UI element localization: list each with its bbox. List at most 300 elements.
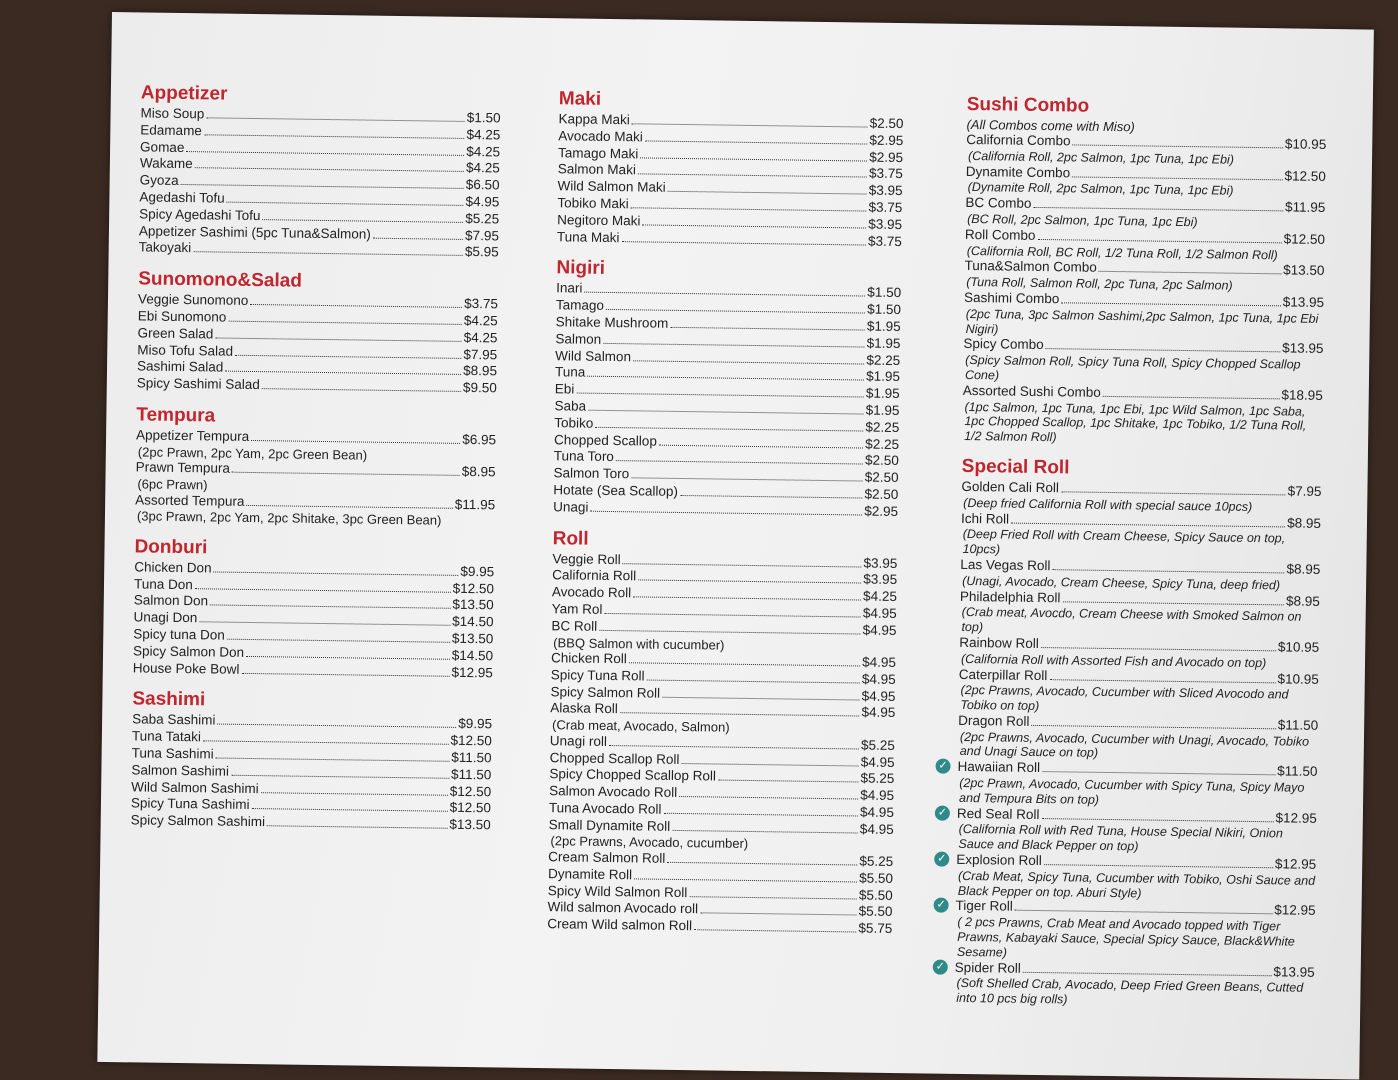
item-name: Chicken Roll [550, 650, 627, 667]
dot-leader [609, 745, 859, 749]
section-note: (All Combos come with Miso) [966, 116, 1135, 135]
item-description: ( 2 pcs Prawns, Crab Meat and Avocado topped with Tiger Prawns, Kabayaki Sauce, Special Spicy Sauce, Black&White Sesame) [956, 915, 1295, 960]
menu-section [547, 528, 898, 938]
dot-leader [647, 679, 860, 683]
item-name: Sashimi Salad [136, 358, 224, 375]
dot-leader [638, 580, 861, 584]
dot-leader [576, 393, 864, 398]
dot-leader [662, 696, 860, 700]
dot-leader [232, 472, 460, 476]
item-name: Tuna Maki [556, 228, 620, 245]
dot-leader [599, 630, 860, 635]
item-name: Spicy Tuna Sashimi [130, 795, 250, 813]
item-price: $5.50 [858, 903, 893, 920]
item-name: Tuna Sashimi [131, 745, 214, 762]
item-name: Veggie Roll [552, 550, 621, 567]
dot-leader [1073, 144, 1283, 148]
item-name: Roll Combo [964, 226, 1036, 243]
item-price: $5.50 [858, 887, 893, 903]
item-price: $5.95 [464, 244, 499, 260]
item-price: $12.50 [449, 783, 492, 799]
item-name: BC Roll [551, 617, 598, 634]
item-price: $9.95 [460, 563, 495, 580]
item-price: $13.50 [449, 816, 491, 833]
item-name: Tamago [555, 297, 605, 314]
dot-leader [631, 477, 863, 481]
dot-leader [642, 224, 866, 228]
section-title: Sashimi [132, 688, 206, 711]
item-price: $4.25 [863, 588, 898, 605]
dot-leader [590, 510, 862, 515]
dot-leader [623, 563, 862, 567]
item-description: (2pc Prawn, 2pc Yam, 2pc Green Bean) [137, 444, 368, 463]
item-price: $12.95 [451, 664, 493, 681]
item-name: Dragon Roll [958, 712, 1030, 729]
item-price: $12.50 [1284, 167, 1326, 184]
item-price: $10.95 [1284, 136, 1327, 152]
dot-leader [718, 780, 859, 783]
item-name: Unagi roll [549, 732, 608, 749]
item-name: Ebi Sunomono [137, 308, 227, 325]
menu-section [557, 88, 904, 250]
item-name: Salmon Maki [557, 161, 636, 178]
checkmark-icon: ✓ [935, 759, 950, 774]
dot-leader [634, 878, 857, 882]
dot-leader [186, 151, 464, 156]
dot-leader [1099, 271, 1281, 275]
item-name: Spicy Wild Salmon Roll [547, 882, 688, 900]
item-price: $12.95 [1274, 902, 1316, 919]
menu-item [557, 229, 902, 251]
item-price: $12.50 [449, 800, 492, 816]
item-name: Wild Salmon Sashimi [131, 778, 259, 796]
dot-leader [213, 571, 458, 575]
item-price: $4.25 [463, 329, 498, 346]
item-price: $7.95 [465, 227, 500, 244]
dot-leader [631, 207, 867, 211]
item-description: (California Roll, BC Roll, 1/2 Tuna Roll, 1/2 Salmon Roll) [966, 243, 1278, 262]
checkmark-icon: ✓ [934, 852, 949, 867]
dot-leader [620, 713, 860, 717]
dot-leader [203, 741, 449, 745]
item-price: $4.95 [465, 193, 500, 210]
item-name: Salmon Avocado Roll [549, 783, 678, 801]
item-price: $8.95 [461, 464, 496, 480]
item-name: Spicy tuna Don [133, 626, 225, 643]
item-name: Chopped Scallop Roll [549, 749, 680, 767]
item-name: Hawaiian Roll [957, 759, 1041, 776]
item-price: $4.95 [859, 821, 894, 837]
item-price: $7.95 [1287, 483, 1322, 499]
item-price: $10.95 [1277, 639, 1320, 655]
item-description: (Soft Shelled Crab, Avocado, Deep Fried Green Beans, Cutted into 10 pcs big rolls) [956, 976, 1304, 1007]
item-description: (California Roll with Assorted Fish and Avocado on top) [960, 651, 1267, 670]
item-price: $2.50 [869, 115, 904, 132]
dot-leader [632, 123, 868, 127]
dot-leader [672, 830, 858, 834]
dot-leader [621, 241, 866, 245]
item-price: $12.50 [1283, 231, 1326, 247]
item-price: $8.95 [1287, 514, 1322, 531]
dot-leader [606, 309, 865, 314]
dot-leader [603, 343, 864, 348]
dot-leader [1033, 207, 1283, 211]
item-price: $4.95 [862, 654, 897, 671]
dot-leader [587, 376, 864, 381]
item-price: $12.50 [450, 733, 492, 749]
item-name: Philadelphia Roll [959, 588, 1061, 605]
item-price: $1.95 [866, 368, 901, 385]
item-description: (BC Roll, 2pc Salmon, 1pc Tuna, 1pc Ebi) [967, 211, 1198, 230]
item-name: Wild Salmon Maki [557, 178, 666, 195]
item-description: (BBQ Salmon with cucumber) [553, 634, 725, 653]
item-name: Salmon Toro [553, 465, 630, 482]
item-price: $12.50 [452, 580, 495, 597]
item-price: $4.25 [466, 143, 501, 160]
item-price: $10.95 [1277, 670, 1319, 687]
item-name: House Poke Bowl [132, 659, 240, 677]
item-description: (Unagi, Avocado, Cream Cheese, Spicy Tuna, deep fried) [962, 573, 1281, 593]
section-title: Appetizer [140, 82, 228, 105]
dot-leader [1042, 771, 1275, 775]
dot-leader [227, 202, 464, 206]
dot-leader [681, 763, 858, 766]
item-name: Wakame [139, 155, 193, 172]
item-price: $5.25 [465, 210, 500, 227]
dot-leader [1072, 176, 1282, 180]
dot-leader [235, 354, 461, 358]
item-price: $14.50 [451, 647, 494, 664]
item-name: Salmon [555, 330, 602, 347]
item-price: $8.95 [1286, 561, 1321, 577]
dot-leader [215, 337, 461, 341]
item-name: California Roll [552, 567, 637, 584]
item-price: $5.25 [860, 737, 895, 753]
dot-leader [1049, 679, 1275, 683]
item-name: Yam Rol [551, 601, 603, 617]
item-price: $2.50 [864, 452, 899, 469]
dot-leader [638, 174, 867, 178]
item-name: Las Vegas Roll [960, 556, 1051, 574]
item-name: Red Seal Roll [956, 805, 1040, 822]
section-title: Sunomono&Salad [138, 268, 303, 292]
item-name: Dynamite Roll [547, 865, 633, 883]
dot-leader [251, 808, 447, 812]
item-name: Golden Cali Roll [961, 478, 1060, 496]
item-price: $3.95 [868, 216, 903, 232]
dot-leader [700, 913, 857, 916]
item-name: Spicy Combo [963, 336, 1044, 353]
item-price: $9.50 [462, 380, 497, 396]
item-name: Saba [554, 398, 587, 414]
item-name: Green Salad [137, 325, 214, 342]
item-description: (2pc Tuna, 3pc Salmon Sashimi,2pc Salmon, 1pc Tuna, 1pc Ebi Nigiri) [965, 306, 1319, 336]
menu-section [935, 455, 1322, 1011]
item-price: $3.95 [863, 555, 898, 571]
item-price: $4.95 [861, 671, 896, 687]
dot-leader [694, 929, 856, 932]
item-price: $11.50 [451, 749, 492, 766]
menu-item [553, 499, 898, 521]
dot-leader [616, 460, 863, 464]
item-name: California Combo [966, 131, 1071, 149]
item-price: $4.25 [463, 312, 498, 329]
dot-leader [1031, 725, 1275, 729]
item-name: Avocado Roll [551, 584, 632, 601]
item-price: $3.75 [867, 233, 902, 249]
item-price: $13.95 [1273, 963, 1315, 980]
dot-leader [216, 758, 450, 762]
item-name: Edamame [140, 122, 202, 139]
dot-leader [1037, 239, 1281, 243]
dot-leader [633, 596, 861, 600]
item-name: Spicy Tuna Roll [550, 667, 645, 684]
item-name: Dynamite Combo [965, 163, 1071, 180]
item-name: Chicken Don [134, 559, 212, 576]
dot-leader [1015, 910, 1272, 915]
menu-section [962, 94, 1327, 449]
item-name: Cream Wild salmon Roll [547, 916, 693, 934]
item-name: Tamago Maki [557, 144, 639, 161]
dot-leader [250, 304, 462, 308]
item-price: $4.25 [465, 160, 500, 176]
item-name: Agedashi Tofu [139, 189, 225, 206]
item-description: (6pc Prawn) [137, 476, 208, 493]
section-title: Nigiri [556, 257, 606, 280]
item-price: $13.95 [1282, 294, 1325, 310]
item-name: Tuna Toro [553, 448, 614, 465]
item-price: $1.95 [866, 318, 901, 335]
dot-leader [1052, 569, 1284, 573]
dot-leader [193, 252, 463, 257]
section-title: Sushi Combo [966, 93, 1090, 117]
item-price: $3.75 [868, 199, 903, 216]
dot-leader [251, 440, 460, 444]
item-name: Small Dynamite Roll [548, 816, 671, 834]
item-name: Takoyaki [138, 239, 192, 256]
item-name: Tobiko Maki [557, 195, 629, 212]
menu-column-2 [547, 88, 904, 950]
item-price: $4.95 [861, 704, 896, 721]
section-title: Roll [552, 527, 589, 550]
item-description: (1pc Salmon, 1pc Tuna, 1pc Ebi, 1pc Wild Salmon, 1pc Saba, 1pc Chopped Scallop, 1pc Shitake, 1pc Tobiko, 1/2 Tuna Roll, 1/2 Salmon Roll) [964, 399, 1307, 445]
item-description: (California Roll, 2pc Salmon, 1pc Tuna, 1pc Ebi) [967, 148, 1235, 167]
item-price: $7.95 [463, 346, 498, 362]
menu-item [137, 376, 497, 398]
item-price: $11.95 [1284, 199, 1326, 216]
item-name: Tuna Don [133, 576, 193, 592]
dot-leader [217, 724, 456, 728]
dot-leader [689, 896, 857, 899]
item-name: Tobiko [554, 414, 594, 431]
dot-leader [1023, 971, 1272, 975]
item-description: (Deep Fried Roll with Cream Cheese, Spicy Sauce on top, 10pcs) [962, 527, 1286, 557]
item-name: Tuna&Salmon Combo [964, 258, 1097, 276]
item-name: Appetizer Sashimi (5pc Tuna&Salmon) [138, 222, 371, 242]
dot-leader [663, 813, 858, 817]
item-name: Tuna Avocado Roll [548, 800, 662, 817]
item-price: $11.50 [450, 766, 492, 783]
dot-leader [670, 327, 865, 331]
dot-leader [584, 292, 865, 297]
item-name: Ebi [554, 381, 575, 397]
item-price: $2.50 [864, 486, 899, 502]
item-description: (Crab Meat, Spicy Tuna, Cucumber with Tobiko, Oshi Sauce and Black Pepper on top. Aburi Style) [957, 868, 1316, 901]
item-name: Shitake Mushroom [555, 314, 669, 331]
item-name: Rainbow Roll [959, 634, 1039, 651]
dot-leader [262, 219, 463, 223]
dot-leader [241, 672, 449, 676]
menu-section [133, 536, 495, 682]
item-price: $5.25 [859, 853, 894, 869]
item-name: Sashimi Combo [963, 289, 1060, 307]
dot-leader [680, 495, 863, 499]
dot-leader [204, 134, 465, 139]
item-price: $3.75 [868, 165, 903, 182]
dot-leader [227, 639, 450, 643]
item-price: $4.25 [466, 126, 501, 143]
dot-leader [181, 184, 464, 189]
item-description: (Crab meat, Avocado, Salmon) [551, 717, 730, 735]
item-name: Negitoro Maki [557, 212, 641, 229]
item-price: $4.95 [860, 754, 895, 770]
item-name: Miso Soup [140, 105, 205, 122]
item-price: $4.95 [860, 804, 895, 820]
item-name: Spicy Salmon Sashimi [130, 812, 266, 830]
item-price: $3.75 [464, 296, 499, 312]
item-price: $12.95 [1275, 809, 1317, 826]
item-name: Wild salmon Avocado roll [547, 899, 699, 917]
dot-leader [206, 117, 464, 122]
dot-leader [1041, 818, 1273, 822]
item-name: Unagi [553, 498, 589, 515]
item-price: $2.95 [869, 149, 904, 165]
item-name: Appetizer Tempura [135, 427, 250, 444]
item-description: (2pc Prawns, Avocado, cucumber) [550, 833, 749, 852]
dot-leader [195, 588, 451, 593]
item-price: $12.95 [1274, 856, 1317, 872]
item-price: $2.25 [866, 352, 901, 368]
item-description: (Tuna Roll, Salmon Roll, 2pc Tuna, 2pc Salmon) [966, 275, 1233, 293]
item-name: Veggie Sunomono [137, 291, 249, 309]
item-price: $4.95 [860, 787, 895, 804]
item-description: (Crab meat, Avocdo, Cream Cheese with Smoked Salmon on top) [961, 605, 1302, 635]
dot-leader [1011, 522, 1285, 527]
item-name: Salmon Sashimi [131, 762, 230, 779]
dot-leader [246, 656, 450, 660]
item-name: Tiger Roll [955, 898, 1013, 915]
item-description: (2pc Prawns, Avocado, Cucumber with Sliced Avocodo and Tobiko on top) [960, 683, 1289, 714]
item-price: $2.95 [864, 503, 899, 519]
item-price: $5.25 [860, 770, 895, 787]
dot-leader [195, 168, 464, 173]
item-price: $2.25 [865, 419, 900, 435]
item-price: $1.95 [866, 335, 901, 351]
item-price: $13.50 [1283, 262, 1325, 279]
menu-section [131, 689, 493, 835]
dot-leader [373, 237, 463, 239]
item-name: Salmon Don [133, 592, 209, 609]
dot-leader [588, 410, 864, 415]
item-price: $13.95 [1282, 340, 1324, 357]
dot-leader [267, 825, 447, 829]
dot-leader [231, 775, 449, 779]
item-name: Spider Roll [954, 959, 1021, 976]
item-name: Chopped Scallop [553, 431, 658, 449]
item-price: $13.50 [451, 630, 494, 647]
checkmark-icon: ✓ [934, 898, 949, 913]
item-price: $1.50 [466, 109, 501, 126]
dot-leader [679, 796, 858, 800]
dot-leader [199, 622, 450, 627]
item-price: $2.95 [869, 132, 904, 148]
item-name: Spicy Salmon Don [132, 643, 245, 660]
section-title: Donburi [134, 536, 208, 559]
item-price: $4.95 [862, 605, 897, 621]
item-price: $13.50 [452, 597, 494, 613]
item-price: $2.50 [864, 469, 899, 486]
item-name: Spicy Sashimi Salad [136, 375, 260, 393]
item-name: Hotate (Sea Scallop) [553, 482, 679, 499]
dot-leader [1046, 348, 1280, 352]
dot-leader [1061, 491, 1286, 495]
item-description: (Deep fried California Roll with special sauce 10pcs) [963, 495, 1253, 514]
item-name: Tuna Tataki [131, 728, 202, 745]
section-title: Maki [558, 88, 602, 110]
item-price: $1.50 [867, 284, 902, 301]
item-price: $11.50 [1277, 717, 1319, 733]
item-name: Gyoza [139, 172, 179, 189]
item-name: Gomae [140, 139, 185, 155]
dot-leader [667, 862, 857, 866]
dot-leader [668, 191, 867, 195]
item-price: $3.95 [863, 571, 898, 588]
dot-leader [659, 444, 863, 448]
item-description: (Dynamite Roll, 2pc Salmon, 1pc Tuna, 1pc Ebi) [967, 180, 1234, 199]
dot-leader [246, 504, 452, 508]
item-price: $8.95 [1285, 592, 1320, 609]
item-name: BC Combo [965, 195, 1032, 212]
dot-leader [633, 360, 864, 364]
item-name: Assorted Tempura [135, 491, 245, 509]
item-name: Saba Sashimi [132, 711, 216, 728]
dot-leader [1061, 302, 1280, 306]
dot-leader [1041, 647, 1276, 651]
item-price: $1.50 [867, 301, 902, 318]
item-name: Caterpillar Roll [958, 666, 1048, 683]
item-description: (Spicy Salmon Roll, Spicy Tuna Roll, Spicy Chopped Scallop Cone) [964, 353, 1301, 383]
menu-section [135, 404, 497, 529]
item-name: Prawn Tempura [135, 459, 231, 476]
item-name: Avocado Maki [558, 128, 643, 145]
menu-section [139, 82, 501, 261]
item-name: Tuna [554, 364, 586, 381]
dot-leader [640, 157, 867, 161]
checkmark-icon: ✓ [933, 959, 948, 974]
menu-page [97, 12, 1374, 1080]
dot-leader [629, 662, 860, 666]
item-price: $6.50 [465, 177, 500, 193]
item-price: $5.75 [858, 920, 893, 937]
section-title: Tempura [136, 404, 216, 427]
item-name: Spicy Salmon Roll [550, 683, 661, 701]
menu-column-1 [130, 82, 501, 846]
item-price: $6.95 [462, 431, 497, 448]
checkmark-icon: ✓ [935, 805, 950, 820]
dot-leader [604, 613, 860, 618]
item-description: (California Roll with Red Tuna, House Special Nikiri, Onion Sauce and Black Pepper on top) [958, 822, 1283, 854]
dot-leader [1044, 864, 1273, 868]
